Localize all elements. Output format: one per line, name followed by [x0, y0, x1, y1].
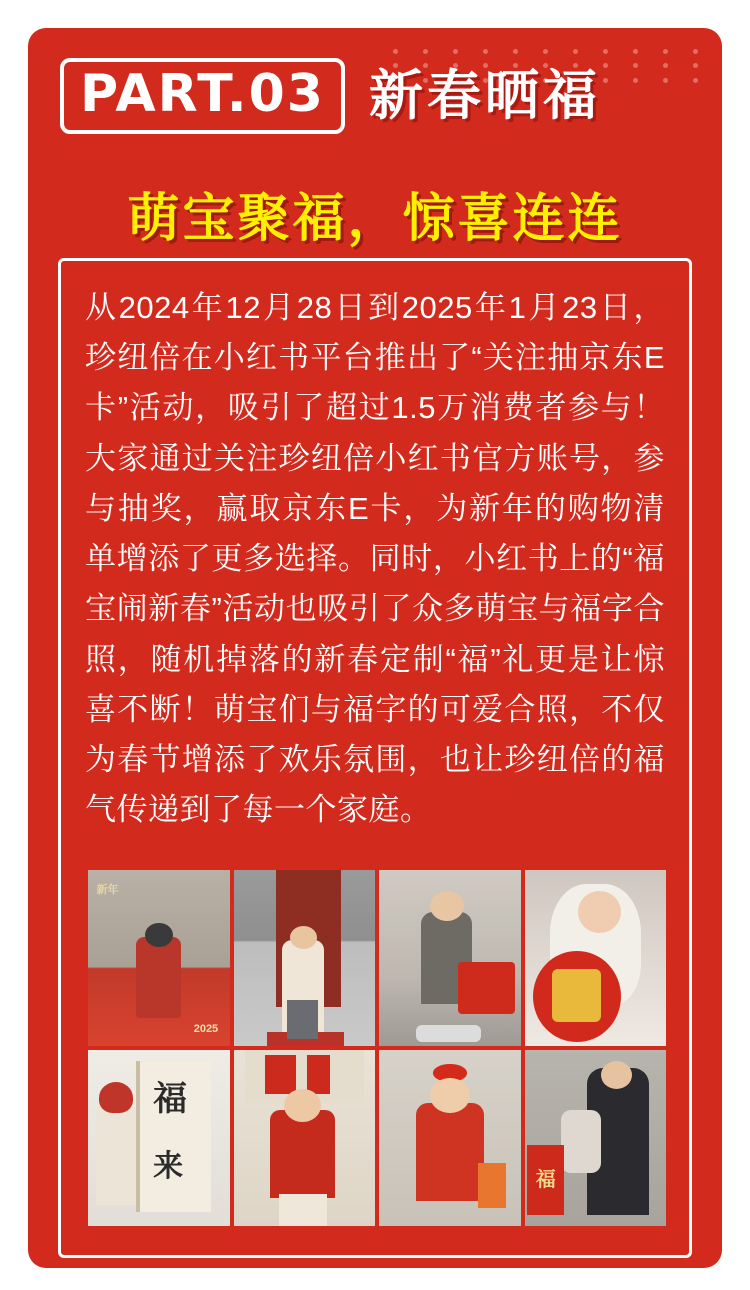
- photo-caption-lai: 来: [153, 1150, 184, 1184]
- photo-caption-year: 2025: [193, 1023, 219, 1036]
- section-header: [60, 58, 601, 134]
- gallery-photo: [379, 870, 521, 1046]
- gallery-photo: [234, 1050, 376, 1226]
- part-number-badge: PART.03: [60, 58, 345, 134]
- gallery-photo: [88, 870, 230, 1046]
- body-paragraph: 从2024年12月28日到2025年1月23日，珍纽倍在小红书平台推出了“关注抽京东E卡”活动，吸引了超过1.5万消费者参与！大家通过关注珍纽倍小红书官方账号，参与抽奖，赢取京东E卡，为新年的购物清单增添了更多选择。同时，小红书上的“福宝闹新春”活动也吸引了众多萌宝与福字合照，随机掉落的新春定制“福”礼更是让惊喜不断！萌宝们与福字的可爱合照，不仅为春节增添了欢乐氛围，也让珍纽倍的福气传递到了每一个家庭。: [85, 290, 665, 828]
- gallery-photo: [379, 1050, 521, 1226]
- section-title: 新春晒福: [368, 66, 601, 126]
- gallery-photo: [525, 870, 667, 1046]
- photo-caption-fu: 福: [153, 1079, 188, 1118]
- gallery-photo: [88, 1050, 230, 1226]
- section-subtitle: 萌宝聚福，惊喜连连: [127, 190, 623, 248]
- gallery-photo: [234, 870, 376, 1046]
- photo-gallery: [88, 870, 666, 1226]
- photo-caption-text: 新年: [96, 883, 119, 896]
- gallery-photo: [525, 1050, 667, 1226]
